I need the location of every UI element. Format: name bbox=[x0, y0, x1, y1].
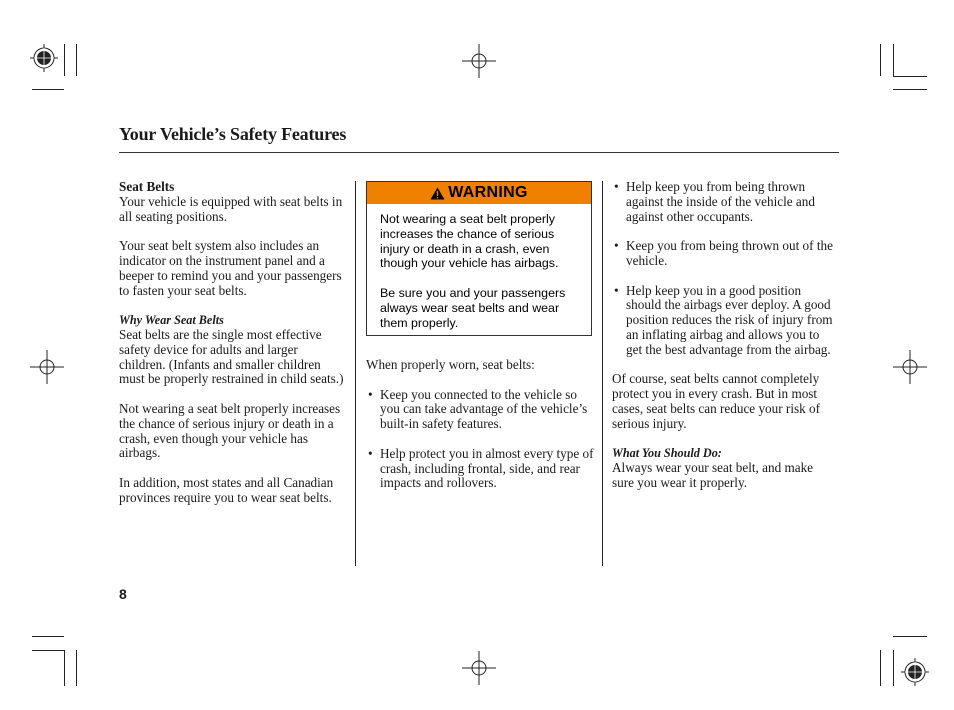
paragraph: When properly worn, seat belts: bbox=[366, 357, 535, 372]
list-item bbox=[612, 239, 838, 269]
registration-mark-top-left-icon bbox=[30, 44, 58, 72]
column-divider-1 bbox=[355, 181, 356, 566]
paragraph: Your vehicle is equipped with seat belts in all seating positions. bbox=[119, 193, 343, 224]
paragraph: Seat belts are the single most effective safety device for adults and larger children. (Infants and smaller children must be properly restrained in child seats.) bbox=[119, 326, 344, 387]
list-item bbox=[366, 447, 594, 491]
column-1 bbox=[119, 180, 347, 520]
paragraph: Your seat belt system also includes an indicator on the instrument panel and a beeper to remind you and your passengers to fasten your seat belts. bbox=[119, 238, 342, 298]
crosshair-top-icon bbox=[462, 44, 496, 78]
warning-triangle-icon bbox=[430, 187, 445, 200]
list-item bbox=[612, 180, 838, 224]
column-2 bbox=[366, 358, 594, 506]
list-item-text: Keep you connected to the vehicle so you can take advantage of the vehicle’s built-in safety features. bbox=[380, 386, 588, 432]
list-item-text: Help keep you in a good position should the airbags ever deploy. A good position reduces the risk of injury from an inflating airbag and allows you to get the best advantage from the airbag. bbox=[626, 282, 833, 357]
warning-paragraph: Not wearing a seat belt properly increases the chance of serious injury or death in a crash, even though your vehicle has airbags. bbox=[380, 212, 559, 271]
column-3 bbox=[612, 180, 838, 506]
bullet-icon: • bbox=[614, 179, 619, 194]
bullet-icon: • bbox=[614, 282, 619, 298]
bullet-icon: • bbox=[368, 386, 373, 402]
warning-text bbox=[380, 212, 585, 345]
bullet-icon: • bbox=[614, 238, 619, 254]
list-item-text: Help protect you in almost every type of crash, including frontal, side, and rear impacts and rollovers. bbox=[380, 445, 594, 491]
list-item bbox=[366, 388, 594, 432]
column-divider-2 bbox=[602, 181, 603, 566]
subheading: What You Should Do: bbox=[612, 446, 722, 461]
warning-header bbox=[367, 182, 591, 204]
paragraph: Not wearing a seat belt properly increases the chance of serious injury or death in a crash, even though your vehicle has airbags. bbox=[119, 400, 341, 461]
subheading: Why Wear Seat Belts bbox=[119, 313, 224, 328]
registration-mark-bottom-right-icon bbox=[901, 658, 929, 686]
warning-box bbox=[366, 181, 592, 336]
crosshair-right-icon bbox=[893, 350, 927, 384]
list-item-text: Keep you from being thrown out of the vehicle. bbox=[626, 238, 833, 268]
section-title: Seat Belts bbox=[119, 179, 175, 194]
paragraph: Of course, seat belts cannot completely protect you in every crash. But in most cases, seat belts can reduce your risk of serious injury. bbox=[612, 371, 820, 431]
warning-label: WARNING bbox=[448, 184, 528, 201]
list-item bbox=[612, 284, 838, 358]
page-number: 8 bbox=[119, 586, 127, 602]
list-item-text: Help keep you from being thrown against the inside of the vehicle and against other occupants. bbox=[626, 179, 815, 224]
bullet-icon: • bbox=[368, 445, 373, 461]
paragraph: Always wear your seat belt, and make sure you wear it properly. bbox=[612, 460, 814, 490]
warning-paragraph: Be sure you and your passengers always wear seat belts and wear them properly. bbox=[380, 285, 566, 330]
header-rule bbox=[119, 152, 839, 153]
page-title: Your Vehicle’s Safety Features bbox=[119, 124, 347, 144]
crosshair-bottom-icon bbox=[462, 651, 496, 685]
crosshair-left-icon bbox=[30, 350, 64, 384]
paragraph: In addition, most states and all Canadian provinces require you to wear seat belts. bbox=[119, 474, 334, 505]
